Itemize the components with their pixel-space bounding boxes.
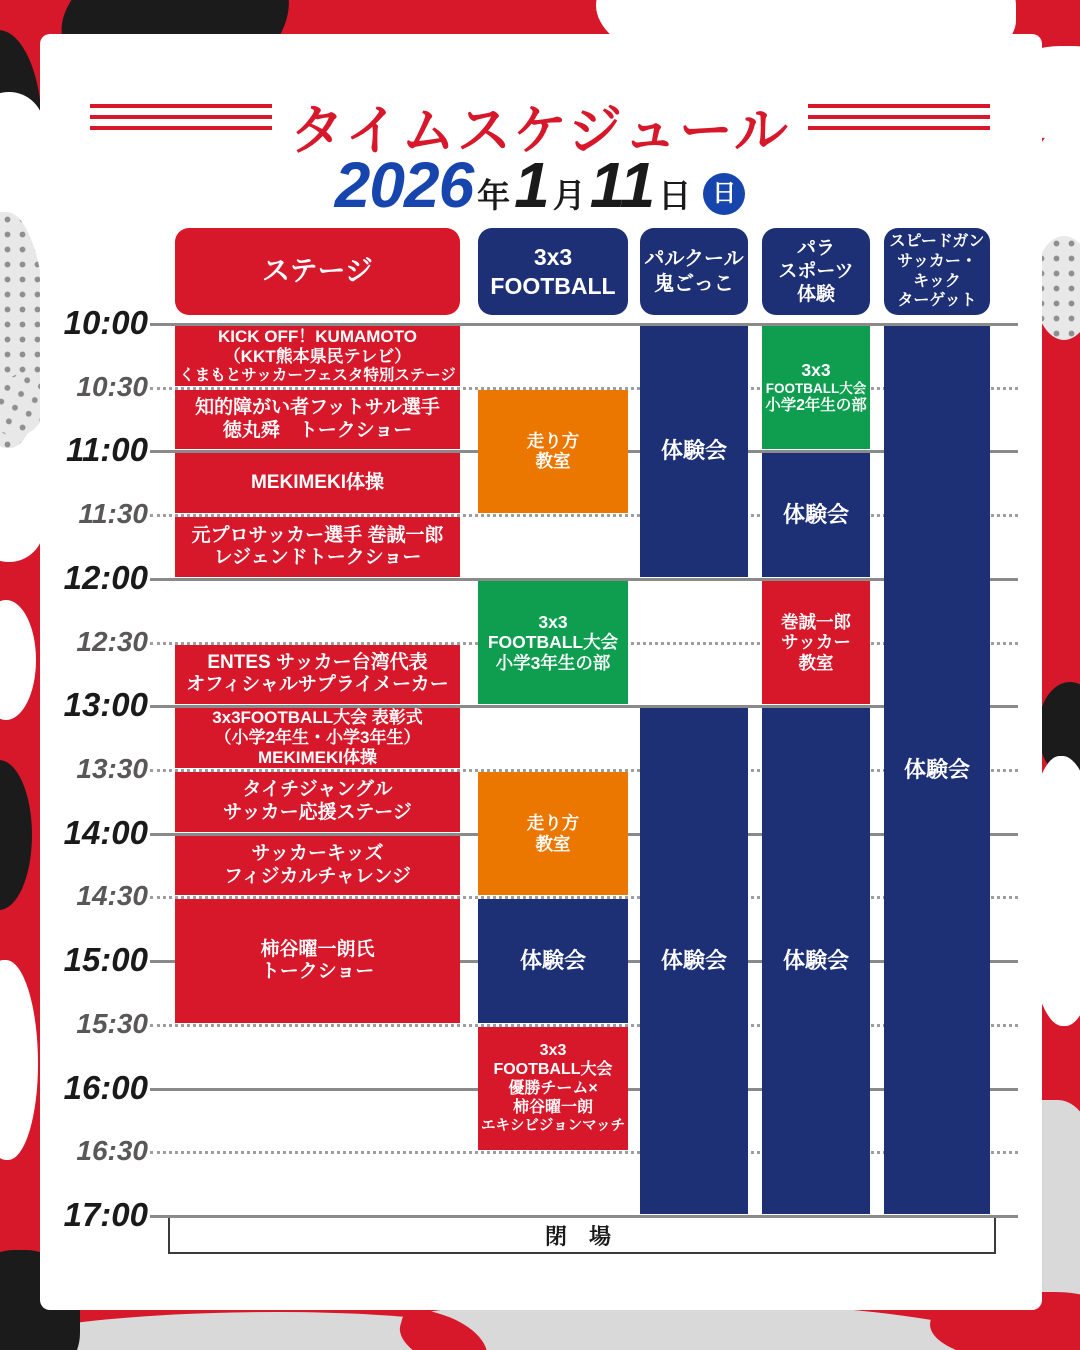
event-block: [640, 326, 748, 577]
event-block-line: 体験会: [903, 757, 970, 783]
event-block-line: 教室: [535, 451, 571, 472]
time-label-14:00: 14:00: [63, 813, 148, 851]
event-block: [884, 326, 990, 1214]
time-label-14:30: 14:30: [76, 880, 148, 912]
event-block-line: サッカー応援ステージ: [223, 801, 412, 823]
event-block-line: 柿谷曜一朗: [512, 1098, 593, 1116]
event-block-line: MEKIMEKI体操: [250, 472, 384, 494]
column-header-line: ターゲット: [897, 292, 977, 310]
event-block: [640, 708, 748, 1214]
event-block: [175, 645, 460, 705]
event-block-line: MEKIMEKI体操: [258, 748, 377, 768]
event-block-line: （小学2年生・小学3年生）: [214, 728, 421, 748]
event-block-line: 体験会: [782, 502, 849, 528]
time-label-16:00: 16:00: [63, 1068, 148, 1106]
column-header-line: 3x3: [533, 244, 573, 271]
event-block-line: サッカーキッズ: [251, 843, 384, 865]
event-block: [478, 581, 628, 704]
time-label-12:00: 12:00: [63, 558, 148, 596]
event-block: [478, 772, 628, 895]
event-block-line: KICK OFF！KUMAMOTO: [218, 326, 417, 346]
column-header-line: 体験: [796, 284, 835, 306]
event-block-line: 教室: [798, 652, 834, 673]
event-block: [175, 836, 460, 896]
column-header-football: [478, 228, 628, 315]
column-header-speedgun: [884, 228, 990, 315]
event-block-line: （KKT熊本県民テレビ）: [223, 346, 412, 366]
time-label-13:00: 13:00: [63, 686, 148, 724]
closing-row: 閉 場: [168, 1218, 996, 1254]
event-block-line: レジェンドトークショー: [213, 546, 422, 568]
event-block-line: 元プロサッカー選手 巻誠一郎: [191, 524, 444, 546]
event-block-line: 優勝チーム×: [508, 1080, 598, 1097]
date-year: 2026: [334, 149, 474, 221]
column-header-line: パラ: [796, 237, 835, 259]
event-block: [762, 708, 870, 1214]
event-block-line: エキシビジョンマッチ: [481, 1117, 625, 1134]
event-block-line: フィジカルチャレンジ: [224, 865, 411, 887]
page-title: タイムスケジュール: [290, 101, 790, 161]
event-block: [175, 390, 460, 450]
time-label-16:30: 16:30: [76, 1135, 148, 1167]
column-header-line: スポーツ: [778, 260, 854, 282]
time-label-10:00: 10:00: [63, 304, 148, 341]
event-block-line: 徳丸舜 トークショー: [222, 419, 413, 441]
time-label-12:30: 12:30: [76, 625, 148, 657]
event-block: [175, 899, 460, 1022]
column-header-stage: [175, 228, 460, 315]
column-header-line: スピードガン: [889, 233, 985, 251]
time-label-11:30: 11:30: [78, 498, 148, 530]
column-header-line: 鬼ごっこ: [654, 272, 734, 295]
time-label-17:00: 17:00: [63, 1196, 148, 1233]
event-block-line: くまもとサッカーフェスタ特別ステージ: [179, 366, 456, 384]
event-block-line: FOOTBALL大会: [765, 380, 867, 396]
date-year-unit: 年: [477, 177, 511, 214]
event-block: [175, 326, 460, 386]
event-block-line: 3x3: [539, 1042, 567, 1060]
event-block: [175, 772, 460, 832]
date-month: 1: [514, 149, 549, 221]
time-label-10:30: 10:30: [76, 370, 148, 402]
event-block-line: ENTES サッカー台湾代表: [207, 652, 428, 673]
event-block: [478, 1027, 628, 1150]
event-block-line: 小学2年生の部: [765, 396, 867, 414]
event-block: [762, 453, 870, 576]
event-block-line: FOOTBALL大会: [493, 1061, 613, 1079]
event-block-line: トークショー: [260, 961, 375, 983]
event-block: [762, 581, 870, 704]
column-header-line: サッカー・: [897, 252, 977, 270]
column-header-line: パルクール: [644, 248, 744, 271]
event-block-line: 知的障がい者フットサル選手: [195, 397, 440, 419]
event-block-line: FOOTBALL大会: [487, 632, 619, 653]
event-block-line: 体験会: [782, 948, 849, 974]
event-block-line: 3x3FOOTBALL大会 表彰式: [212, 708, 423, 728]
column-header-line: FOOTBALL: [490, 272, 616, 299]
event-block-line: 小学3年生の部: [495, 652, 611, 673]
event-block-line: 走り方: [526, 813, 580, 834]
event-block-line: 柿谷曜一朗氏: [260, 938, 375, 960]
event-block: [175, 708, 460, 768]
column-header-line: キック: [913, 272, 961, 290]
date-weekday-badge: 日: [703, 173, 745, 215]
time-label-11:00: 11:00: [66, 431, 148, 469]
time-label-13:30: 13:30: [76, 753, 148, 784]
event-block-line: タイチジャングル: [242, 779, 393, 801]
event-block: [175, 517, 460, 577]
date-day: 11: [589, 149, 655, 221]
event-block-line: 体験会: [519, 948, 586, 974]
event-block-line: 巻誠一郎: [781, 611, 851, 632]
event-block-line: 3x3: [538, 611, 568, 632]
column-header-line: ステージ: [262, 255, 373, 287]
date-month-unit: 月: [552, 177, 586, 214]
event-block-line: 3x3: [801, 360, 831, 381]
event-block-line: オフィシャルサプライメーカー: [186, 674, 449, 696]
event-block: [762, 326, 870, 449]
event-block-line: 教室: [535, 833, 571, 854]
event-block: [478, 390, 628, 513]
column-header-para: [762, 228, 870, 315]
event-block-line: 体験会: [660, 438, 727, 464]
column-header-parkour: [640, 228, 748, 315]
event-block: [478, 899, 628, 1022]
event-block: [175, 453, 460, 513]
event-block-line: 走り方: [526, 430, 580, 451]
date-day-unit: 日: [658, 177, 692, 214]
time-label-15:30: 15:30: [76, 1007, 148, 1039]
event-block-line: サッカー: [781, 632, 851, 653]
event-block-line: 体験会: [660, 948, 727, 974]
time-label-15:00: 15:00: [63, 941, 148, 979]
